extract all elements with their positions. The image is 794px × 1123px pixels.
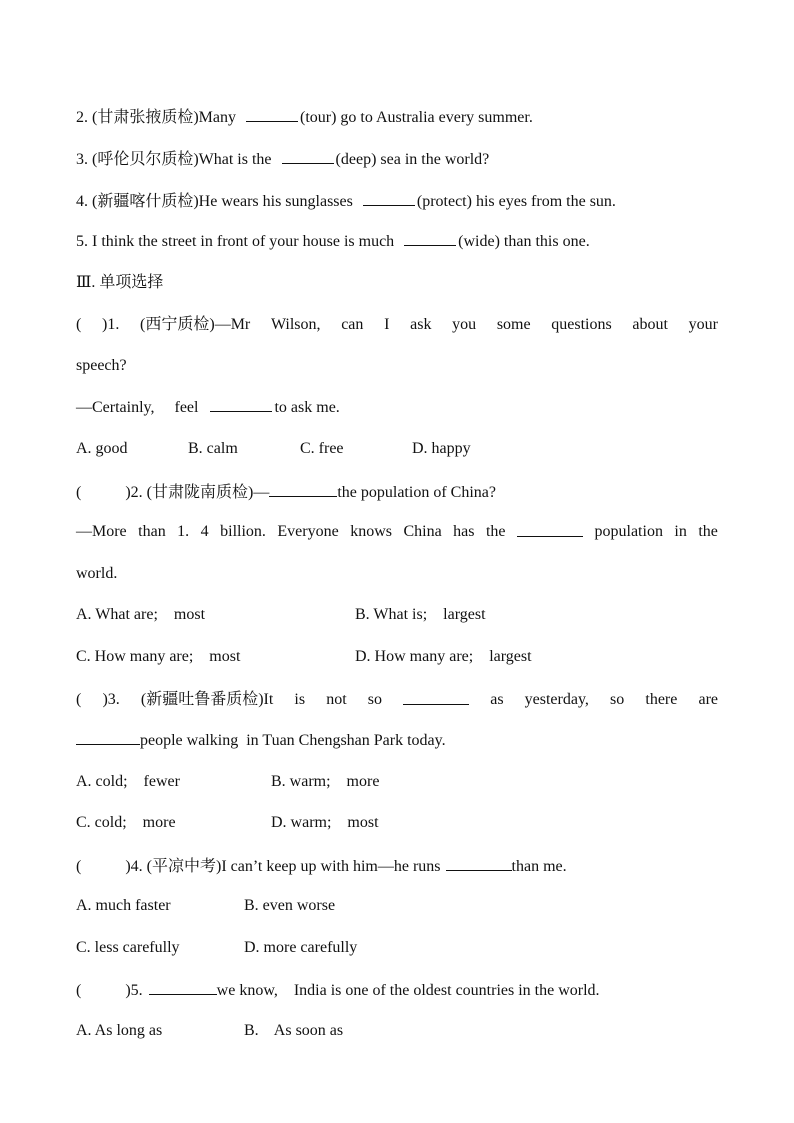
question-5-line-1 [76,980,718,1001]
fill-in-prefix: 4. (新疆喀什质检)He wears his sunglasses [76,193,353,210]
answer-paren[interactable]: ( [76,858,82,875]
word: yesterday, [524,691,589,708]
question-text: the population of China? [337,484,496,501]
word: ask [410,316,432,333]
word: Wilson, [270,316,321,333]
word: not [326,691,347,708]
fill-in-prefix: 5. I think the street in front of your house is much [76,233,395,250]
word: can [341,316,364,333]
option-b[interactable]: B. even worse [244,897,336,914]
word: billion. [220,523,266,540]
question-number: )5. [125,982,143,999]
word: the [485,523,506,540]
answer-blank[interactable] [446,856,512,871]
word: there [645,691,678,708]
question-2-line-2 [76,522,718,542]
word: I [384,316,390,333]
fill-in-prefix: 3. (呼伦贝尔质检)What is the [76,151,272,168]
question-text: than me. [511,858,567,875]
word: the [698,523,718,540]
answer-paren[interactable]: ( [76,316,82,333]
word: China [403,523,442,540]
fill-in-item-4 [76,191,718,212]
question-number: )1. [102,316,120,333]
word: population [594,523,663,540]
question-text: to ask me. [274,399,340,416]
option-d[interactable]: D. How many are; largest [355,648,532,665]
option-b[interactable]: B. warm; more [271,773,380,790]
question-1-line-3 [76,397,718,418]
word: 1. [177,523,190,540]
word: your [688,316,718,333]
word: is [294,691,306,708]
option-c[interactable]: C. less carefully [76,939,180,956]
option-a[interactable]: A. What are; most [76,606,206,623]
word: about [632,316,668,333]
word: so [610,691,625,708]
answer-blank[interactable] [282,149,334,164]
word: (西宁质检)—Mr [140,316,251,333]
option-c[interactable]: C. How many are; most [76,648,241,665]
answer-paren[interactable]: ( [76,982,82,999]
fill-in-hint: (wide) than this one. [458,233,590,250]
fill-in-hint: (tour) go to Australia every summer. [300,109,533,126]
word: has [453,523,475,540]
word: questions [551,316,612,333]
answer-blank[interactable] [269,482,337,497]
option-b[interactable]: B. What is; largest [355,606,486,623]
word: than [138,523,166,540]
option-d[interactable]: D. more carefully [244,939,358,956]
option-b[interactable]: B. As soon as [244,1022,344,1039]
answer-blank[interactable] [149,980,217,995]
question-1-line-1 [76,315,718,335]
answer-blank[interactable] [76,730,140,745]
answer-blank[interactable] [404,231,456,246]
word: some [496,316,531,333]
answer-paren[interactable]: ( [76,484,82,501]
answer-blank[interactable] [517,522,583,537]
word: (新疆吐鲁番质检)It [140,691,274,708]
word: 4 [200,523,209,540]
word: as [490,691,504,708]
question-text: people walking in Tuan Chengshan Park today. [140,732,446,749]
option-a[interactable]: A. cold; fewer [76,773,180,790]
answer-blank[interactable] [210,397,272,412]
option-c[interactable]: C. cold; more [76,814,176,831]
question-2-line-1 [76,482,718,503]
answer-blank[interactable] [403,690,469,705]
word: are [698,691,718,708]
question-text: we know, India is one of the oldest countries in the world. [216,982,600,999]
option-c[interactable]: C. free [300,440,344,457]
question-3-line-2 [76,730,718,751]
fill-in-item-2 [76,107,718,128]
answer-paren[interactable]: ( [76,691,82,708]
fill-in-hint: (deep) sea in the world? [335,151,490,168]
option-d[interactable]: D. happy [412,440,471,457]
word: so [367,691,382,708]
section-title: Ⅲ. 单项选择 [76,274,164,291]
answer-blank[interactable] [246,107,298,122]
option-a[interactable]: A. much faster [76,897,171,914]
option-b[interactable]: B. calm [188,440,238,457]
word: in [674,523,687,540]
answer-blank[interactable] [363,191,415,206]
option-a[interactable]: A. As long as [76,1022,163,1039]
question-2-line-3: world. [76,565,118,582]
word: knows [350,523,392,540]
question-number: )3. [102,691,120,708]
option-a[interactable]: A. good [76,440,128,457]
question-1-line-2: speech? [76,357,127,374]
option-d[interactable]: D. warm; most [271,814,379,831]
word: you [452,316,477,333]
fill-in-hint: (protect) his eyes from the sun. [416,193,616,210]
question-4-line-1 [76,856,718,877]
question-text: )4. (平凉中考)I can’t keep up with him—he runs [125,858,441,875]
fill-in-prefix: 2. (甘肃张掖质检)Many [76,109,236,126]
question-3-line-1 [76,690,718,710]
question-number: )2. (甘肃陇南质检)— [125,484,270,501]
word: Everyone [277,523,339,540]
fill-in-item-5 [76,231,718,252]
fill-in-item-3 [76,149,718,170]
question-text: —Certainly, feel [76,399,199,416]
word: —More [76,523,127,540]
